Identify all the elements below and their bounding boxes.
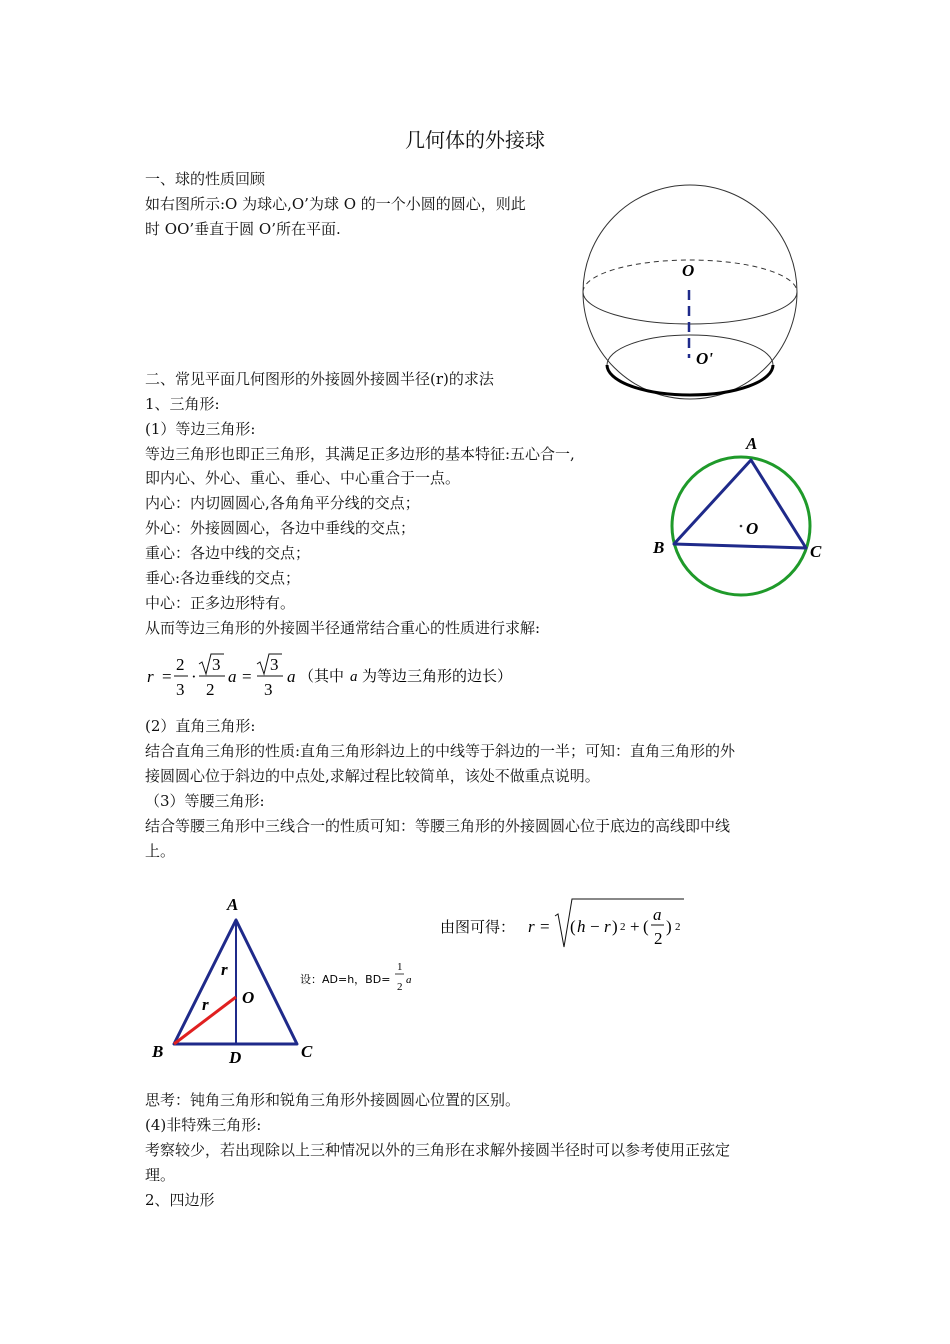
svg-text:2: 2 [654, 929, 663, 948]
svg-text:r: r [147, 667, 154, 686]
section-heading-circumradius: 二、常见平面几何图形的外接圆外接圆半径(r)的求法 [145, 370, 494, 388]
section-heading-sphere: 一、球的性质回顾 [145, 170, 266, 188]
paragraph-line: 如右图所示:O 为球心,O’为球 O 的一个小圆的圆心，则此 [145, 195, 526, 213]
svg-text:): ) [666, 917, 672, 936]
svg-text:1: 1 [397, 961, 403, 973]
paragraph-line: 上。 [145, 842, 176, 860]
svg-text:(: ( [643, 917, 649, 936]
svg-text:2: 2 [620, 921, 626, 933]
svg-text:a: a [653, 905, 662, 924]
sub-heading-right-triangle: (2）直角三角形: [145, 717, 256, 735]
svg-text:3: 3 [264, 680, 273, 699]
paragraph-line: 从而等边三角形的外接圆半径通常结合重心的性质进行求解: [145, 619, 541, 637]
small-circle-front [607, 365, 773, 395]
center-point [740, 525, 743, 528]
paragraph-line: 思考：钝角三角形和锐角三角形外接圆圆心位置的区别。 [145, 1091, 521, 1109]
svg-text:为等边三角形的边长）: 为等边三角形的边长） [362, 669, 513, 685]
svg-text:=: = [162, 667, 172, 686]
svg-text:2: 2 [675, 921, 681, 933]
sub-heading-triangle: 1、三角形: [145, 395, 220, 413]
paragraph-line: 重心：各边中线的交点； [145, 544, 311, 562]
paragraph-line: 内心：内切圆圆心,各角角平分线的交点； [145, 494, 420, 512]
paragraph-line: 结合等腰三角形中三线合一的性质可知：等腰三角形的外接圆圆心位于底边的高线即中线 [145, 817, 731, 835]
label-c: C [301, 1042, 313, 1061]
label-d: D [229, 1048, 242, 1067]
sub-heading-general-triangle: (4)非特殊三角形: [145, 1116, 262, 1134]
equilateral-formula [140, 648, 580, 700]
svg-text:设：AD=h，BD=: 设：AD=h，BD= [300, 973, 391, 986]
svg-text:a: a [350, 669, 358, 685]
svg-text:3: 3 [270, 655, 279, 674]
sub-heading-isosceles: （3）等腰三角形: [145, 792, 265, 810]
label-o: O [242, 988, 255, 1007]
paragraph-line: 等边三角形也即正三角形，其满足正多边形的基本特征:五心合一, [145, 445, 575, 463]
svg-text:(: ( [570, 917, 576, 936]
label-b: B [653, 538, 665, 557]
paragraph-line: 外心：外接圆圆心，各边中垂线的交点； [145, 519, 416, 537]
paragraph-line: 考察较少，若出现除以上三种情况以外的三角形在求解外接圆半径时可以参考使用正弦定 [145, 1141, 731, 1159]
svg-text:h: h [577, 917, 586, 936]
label-o-prime: O' [696, 349, 713, 368]
paragraph-line: 中心：正多边形特有。 [145, 594, 296, 612]
paragraph-line: 接圆圆心位于斜边的中点处,求解过程比较简单，该处不做重点说明。 [145, 767, 600, 785]
isosceles-note [298, 955, 423, 997]
svg-text:): ) [612, 917, 618, 936]
label-a: A [746, 434, 758, 453]
svg-text:3: 3 [176, 680, 185, 699]
label-o: O [682, 261, 695, 280]
svg-text:a: a [228, 667, 237, 686]
svg-text:2: 2 [176, 655, 185, 674]
svg-text:3: 3 [212, 655, 221, 674]
isosceles-formula [438, 892, 698, 954]
paragraph-line: 即内心、外心、重心、垂心、中心重合于一点。 [145, 469, 461, 487]
label-a: A [227, 895, 239, 914]
circumcircle-figure [645, 430, 830, 605]
svg-text:2: 2 [206, 680, 215, 699]
paragraph-line: 垂心:各边垂线的交点； [145, 569, 301, 587]
label-b: B [152, 1042, 164, 1061]
sphere-figure [575, 180, 805, 405]
page-title: 几何体的外接球 [405, 128, 545, 152]
svg-text:·: · [191, 667, 197, 686]
svg-text:−: − [590, 917, 600, 936]
svg-text:r: r [604, 917, 611, 936]
sub-heading-equilateral: (1）等边三角形: [145, 420, 256, 438]
svg-text:=: = [540, 917, 550, 936]
label-r-lower: r [202, 995, 209, 1014]
svg-text:r: r [528, 917, 535, 936]
sub-heading-quadrilateral: 2、四边形 [145, 1191, 215, 1209]
label-c: C [810, 542, 822, 561]
svg-text:由图可得：: 由图可得： [440, 918, 516, 936]
paragraph-line: 结合直角三角形的性质:直角三角形斜边上的中线等于斜边的一半；可知：直角三角形的外 [145, 742, 736, 760]
svg-text:a: a [287, 667, 296, 686]
paragraph-line: 时 OO’垂直于圆 O’所在平面. [145, 220, 341, 238]
svg-text:+: + [630, 917, 640, 936]
svg-text:2: 2 [397, 981, 403, 993]
svg-text:=: = [242, 667, 252, 686]
svg-text:a: a [406, 974, 412, 986]
svg-text:（其中: （其中 [299, 669, 345, 685]
label-o: O [746, 519, 759, 538]
label-r-upper: r [221, 960, 228, 979]
paragraph-line: 理。 [145, 1166, 176, 1184]
